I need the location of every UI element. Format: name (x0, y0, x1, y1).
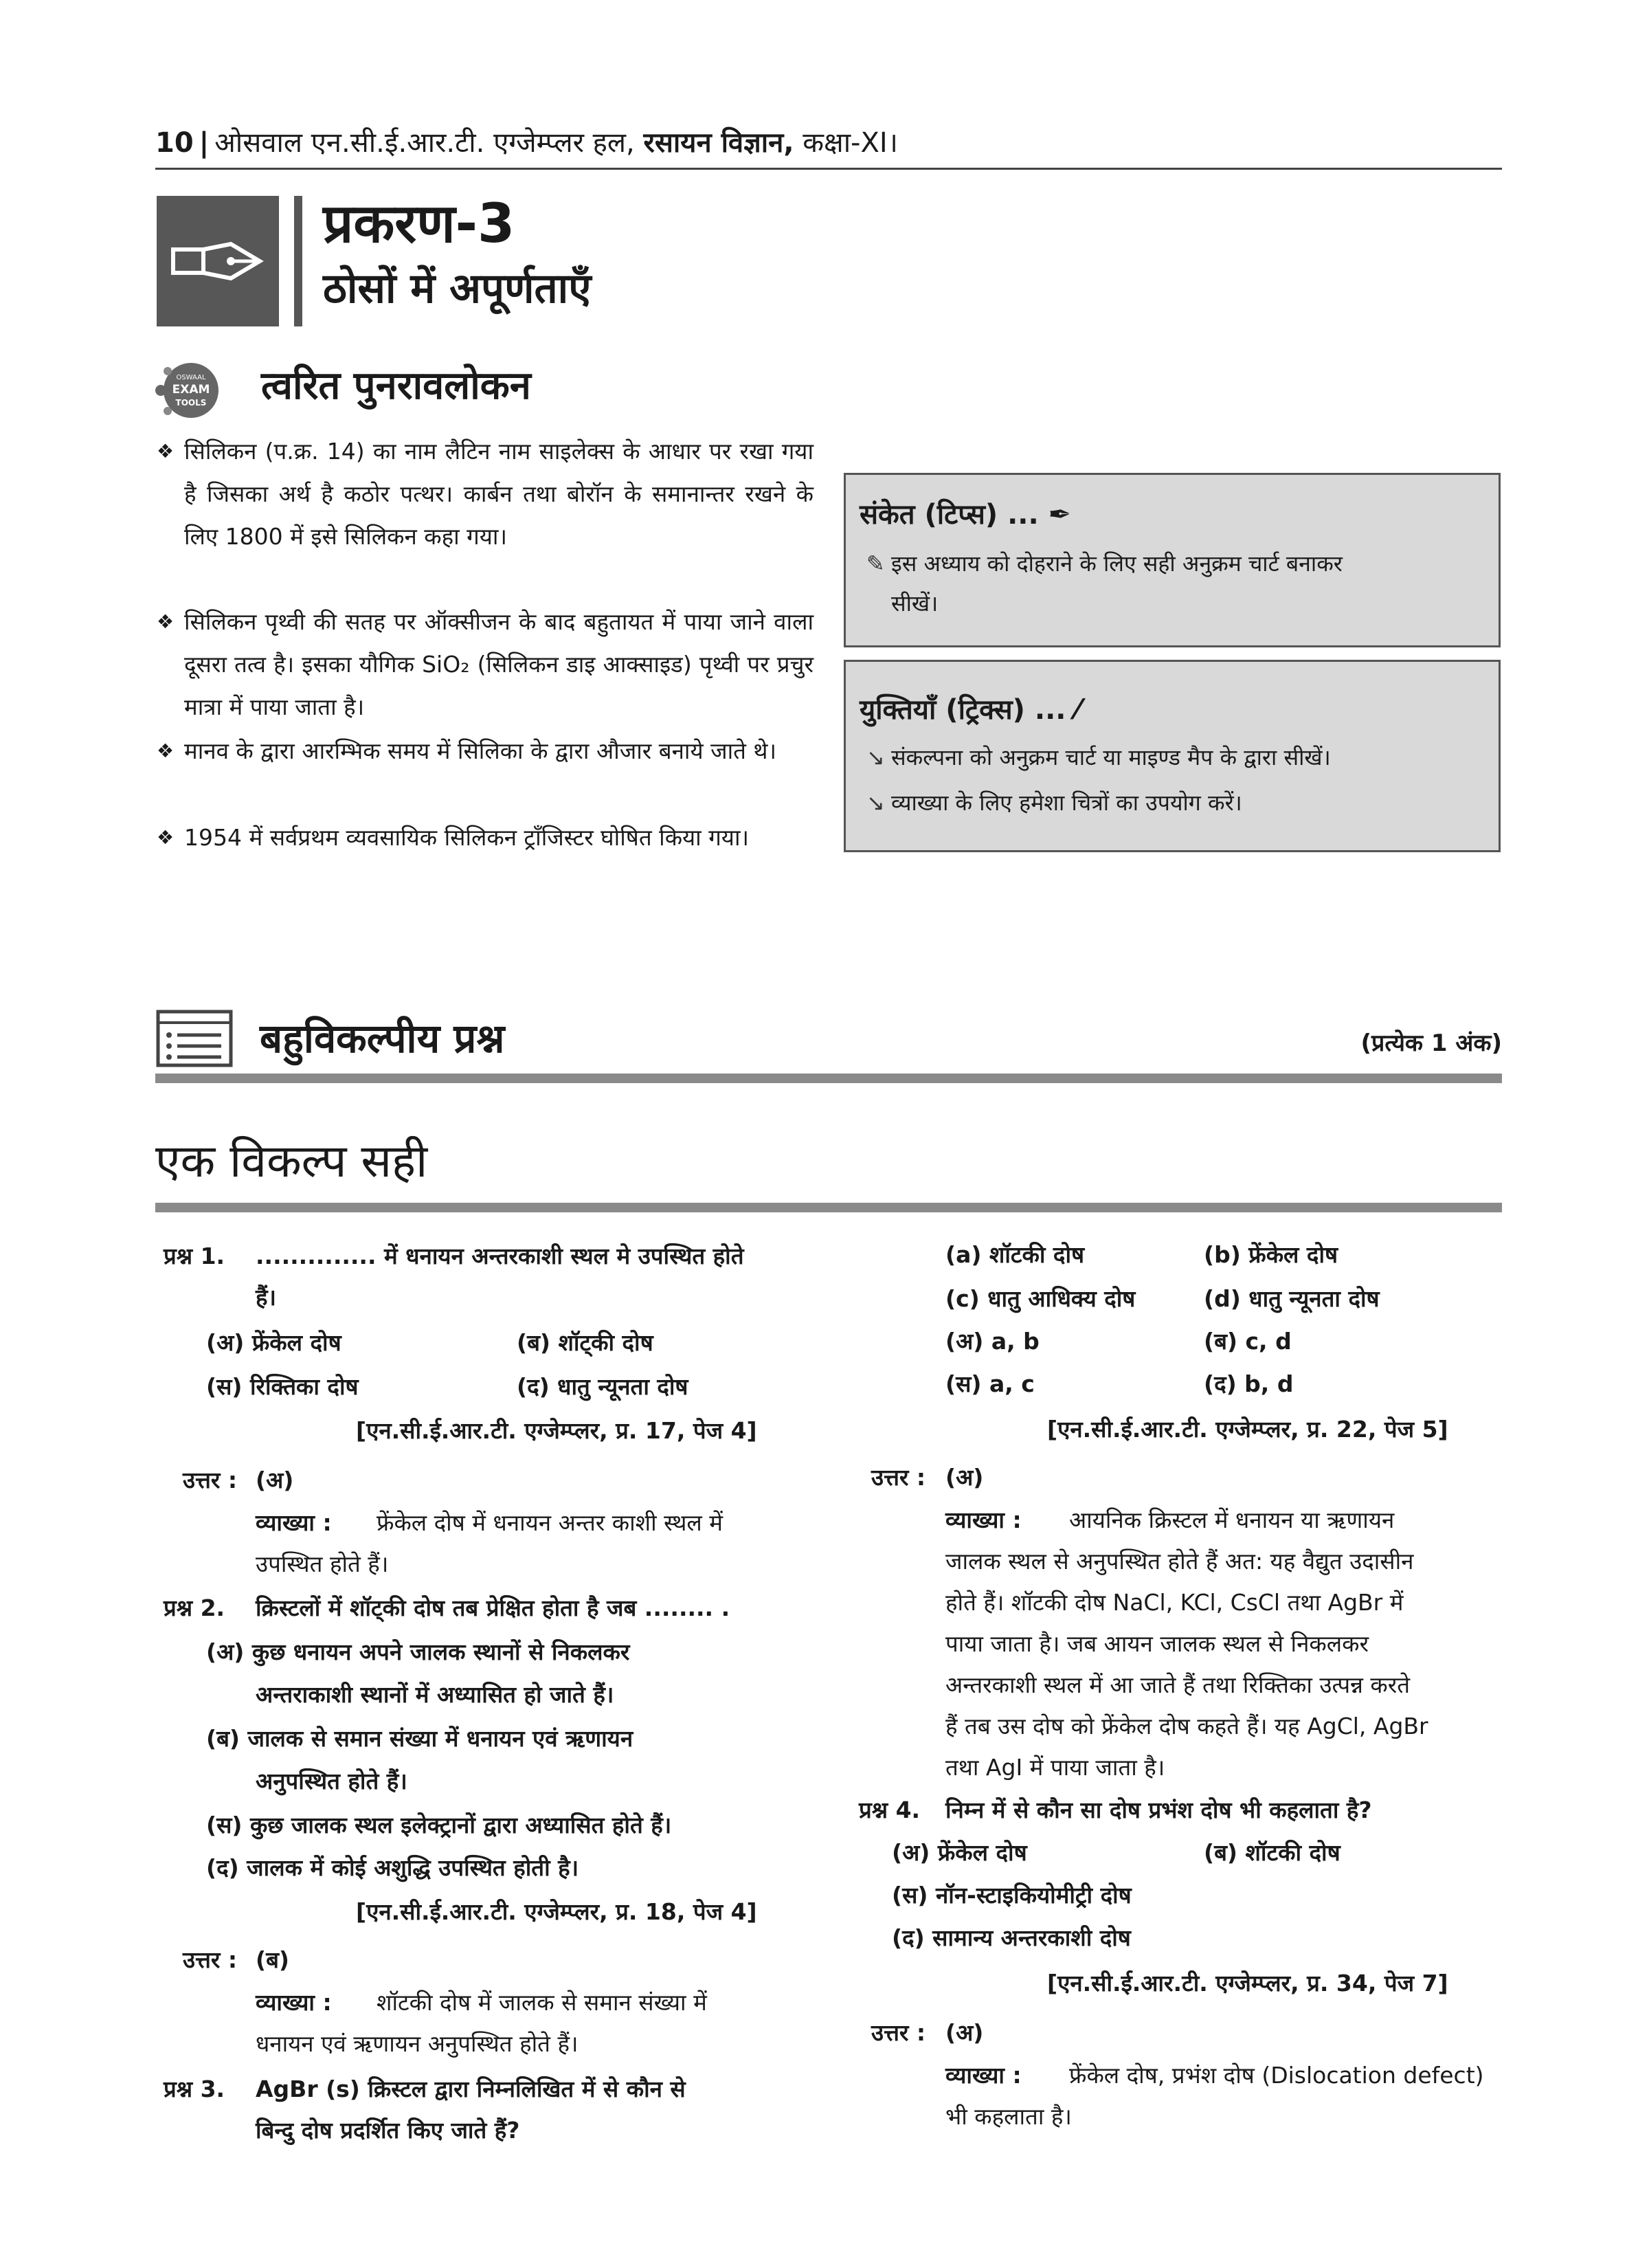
explanation-label: व्याख्या : (945, 2062, 1022, 2089)
tricks-line: ↘ व्याख्या के लिए हमेशा चित्रों का उपयोग करें। (866, 783, 1242, 823)
explanation-text: उपस्थित होते हैं। (256, 1550, 389, 1577)
question-text: हैं। (256, 1284, 277, 1311)
chapter-number: प्रकरण-3 (323, 193, 515, 255)
option-c: (स) कुछ जालक स्थल इलेक्ट्रानों द्वारा अध्यासित होते हैं। (206, 1812, 672, 1838)
diamond-bullet-icon: ❖ (157, 610, 175, 633)
chapter-divider (294, 196, 302, 326)
subsection-rule (155, 1203, 1502, 1212)
option-a: (a) शॉटकी दोष (945, 1241, 1085, 1268)
explanation-text: शॉटकी दोष में जालक से समान संख्या में (377, 1989, 707, 2016)
diamond-bullet-icon: ❖ (157, 440, 175, 463)
revision-bullet: ❖ 1954 में सर्वप्रथम व्यवसायिक सिलिकन ट्राँजिस्टर घोषित किया गया। (184, 816, 814, 859)
explanation-text: पाया जाता है। जब आयन जालक स्थल से निकलकर (945, 1630, 1369, 1657)
tips-title: संकेत (टिप्स) ... ✒ (860, 499, 1072, 531)
question-text: AgBr (s) क्रिस्टल द्वारा निम्नलिखित में से कौन से (256, 2076, 686, 2102)
list-window-icon (155, 1009, 234, 1068)
svg-text:TOOLS: TOOLS (175, 398, 207, 408)
explanation-text: धनायन एवं ऋणायन अनुपस्थित होते हैं। (256, 2030, 579, 2057)
answer-label: उत्तर : (871, 1464, 926, 1491)
explanation-label: व्याख्या : (256, 1509, 332, 1536)
reference: [एन.सी.ई.आर.टी. एग्जेम्प्लर, प्र. 18, पेज 4] (356, 1898, 757, 1925)
diamond-bullet-icon: ❖ (157, 740, 175, 762)
choice-d: (द) b, d (1204, 1370, 1294, 1397)
option-b: (ब) शॉटकी दोष (1204, 1839, 1340, 1866)
tricks-title: युक्तियाँ (ट्रिक्स) ... ⁄ (860, 694, 1081, 726)
option-d: (द) सामान्य अन्तरकाशी दोष (892, 1924, 1131, 1951)
option-b-cont: अनुपस्थित होते हैं। (256, 1768, 407, 1794)
wand-bullet-icon: ↘ (866, 744, 885, 770)
diamond-bullet-icon: ❖ (157, 826, 175, 849)
section-title: बहुविकल्पीय प्रश्न (260, 1015, 505, 1062)
answer-value: (अ) (945, 1464, 984, 1491)
book-title: ओसवाल एन.सी.ई.आर.टी. एग्जेम्प्लर हल, (214, 127, 635, 159)
explanation-label: व्याख्या : (945, 1507, 1022, 1533)
option-b: (b) फ्रेंकेल दोष (1204, 1241, 1338, 1268)
explanation-text: फ्रेंकेल दोष, प्रभंश दोष (Dislocation defect) (1069, 2062, 1484, 2089)
tips-line: सीखें। (891, 590, 939, 616)
tips-box (844, 473, 1501, 647)
header-rule (155, 168, 1502, 170)
exam-tools-logo (153, 357, 224, 423)
revision-bullet: ❖ सिलिकन पृथ्वी की सतह पर ऑक्सीजन के बाद बहुतायत में पाया जाने वाला दूसरा तत्व है। इसका यौगिक SiO₂ (सिलिकन डाइ आक्साइड) पृथ्वी पर प्रचुर मात्रा में पाया जाता है। (184, 601, 814, 729)
option-c: (c) धातु आधिक्य दोष (945, 1285, 1136, 1312)
option-d: (द) धातु न्यूनता दोष (517, 1373, 688, 1400)
option-a: (अ) फ्रेंकेल दोष (892, 1839, 1027, 1866)
wand-bullet-icon: ↘ (866, 790, 885, 816)
chapter-title: ठोसों में अपूर्णताएँ (323, 265, 592, 313)
explanation-text: तथा AgI में पाया जाता है। (945, 1754, 1165, 1781)
section-marks: (प्रत्येक 1 अंक) (1360, 1030, 1502, 1057)
question-label: प्रश्न 4. (859, 1797, 921, 1823)
question-label: प्रश्न 3. (164, 2076, 225, 2102)
option-d: (d) धातु न्यूनता दोष (1204, 1285, 1380, 1312)
pen-bullet-icon: ✎ (866, 551, 885, 577)
option-b: (ब) जालक से समान संख्या में धनायन एवं ऋणायन (206, 1725, 633, 1752)
option-a: (अ) फ्रेंकेल दोष (206, 1329, 341, 1356)
answer-label: उत्तर : (183, 1467, 238, 1493)
option-b: (ब) शॉट्की दोष (517, 1329, 653, 1356)
answer-value: (अ) (256, 1467, 294, 1493)
svg-text:EXAM: EXAM (172, 383, 210, 397)
explanation-text: आयनिक क्रिस्टल में धनायन या ऋणायन (1069, 1507, 1395, 1533)
choice-b: (ब) c, d (1204, 1328, 1292, 1355)
section-rule (155, 1074, 1502, 1083)
choice-c: (स) a, c (945, 1370, 1035, 1397)
magic-wand-icon: ⁄ (1075, 694, 1081, 726)
option-d: (द) जालक में कोई अशुद्धि उपस्थित होती है। (206, 1854, 579, 1881)
header-separator: | (199, 127, 210, 159)
revision-bullet: ❖ मानव के द्वारा आरम्भिक समय में सिलिका के द्वारा औजार बनाये जाते थे। (184, 730, 814, 772)
reference: [एन.सी.ई.आर.टी. एग्जेम्प्लर, प्र. 34, पेज 7] (1047, 1970, 1448, 1997)
explanation-text: हैं तब उस दोष को फ्रेंकेल दोष कहते हैं। यह AgCl, AgBr (945, 1713, 1428, 1739)
fountain-pen-icon: ✒ (1048, 499, 1072, 531)
question-text: क्रिस्टलों में शॉट्की दोष तब प्रेक्षित होता है जब ........ . (256, 1594, 730, 1621)
tricks-line: ↘ संकल्पना को अनुक्रम चार्ट या माइण्ड मैप के द्वारा सीखें। (866, 737, 1331, 777)
answer-value: (ब) (256, 1946, 290, 1973)
revision-title: त्वरित पुनरावलोकन (261, 364, 531, 408)
reference: [एन.सी.ई.आर.टी. एग्जेम्प्लर, प्र. 17, पेज 4] (356, 1417, 757, 1444)
running-header (155, 122, 1502, 164)
question-text: निम्न में से कौन सा दोष प्रभंश दोष भी कहलाता है? (945, 1797, 1372, 1823)
page-number: 10 (155, 127, 194, 159)
explanation-text: जालक स्थल से अनुपस्थित होते हैं अत: यह वैद्युत उदासीन (945, 1548, 1414, 1575)
explanation-text: होते हैं। शॉटकी दोष NaCl, KCl, CsCl तथा AgBr में (945, 1589, 1404, 1616)
question-label: प्रश्न 2. (164, 1594, 225, 1621)
question-text: बिन्दु दोष प्रदर्शित किए जाते हैं? (256, 2117, 520, 2144)
answer-value: (अ) (945, 2019, 984, 2046)
reference: [एन.सी.ई.आर.टी. एग्जेम्प्लर, प्र. 22, पेज 5] (1047, 1416, 1448, 1443)
tricks-box (844, 660, 1501, 852)
choice-a: (अ) a, b (945, 1328, 1040, 1355)
subsection-title: एक विकल्प सही (155, 1135, 428, 1188)
tips-line: ✎ इस अध्याय को दोहराने के लिए सही अनुक्रम चार्ट बनाकर (866, 544, 1343, 583)
answer-label: उत्तर : (871, 2019, 926, 2046)
explanation-text: भी कहलाता है। (945, 2103, 1072, 2130)
subject-name: रसायन विज्ञान, (643, 127, 794, 159)
revision-bullet: ❖ सिलिकन (प.क्र. 14) का नाम लैटिन नाम साइलेक्स के आधार पर रखा गया है जिसका अर्थ है कठोर पत्थर। कार्बन तथा बोरॉन के समानान्तर रखने के लिए 1800 में इसे सिलिकन कहा गया। (184, 430, 814, 558)
question-label: प्रश्न 1. (164, 1243, 225, 1269)
explanation-text: अन्तरकाशी स्थल में आ जाते हैं तथा रिक्तिका उत्पन्न करते (945, 1671, 1411, 1698)
option-c: (स) रिक्तिका दोष (206, 1373, 359, 1400)
answer-label: उत्तर : (183, 1946, 238, 1973)
explanation-text: फ्रेंकेल दोष में धनायन अन्तर काशी स्थल में (377, 1509, 723, 1536)
class-name: कक्षा-XI। (803, 127, 898, 159)
pen-nib-icon (157, 196, 279, 326)
explanation-label: व्याख्या : (256, 1989, 332, 2016)
question-text: .............. में धनायन अन्तरकाशी स्थल मे उपस्थित होते (256, 1243, 744, 1269)
svg-text:OSWAAL: OSWAAL (176, 374, 206, 381)
option-a-cont: अन्तराकाशी स्थानों में अध्यासित हो जाते हैं। (256, 1681, 614, 1708)
option-a: (अ) कुछ धनायन अपने जालक स्थानों से निकलकर (206, 1638, 630, 1665)
option-c: (स) नॉन-स्टाइकियोमीट्री दोष (892, 1882, 1132, 1909)
